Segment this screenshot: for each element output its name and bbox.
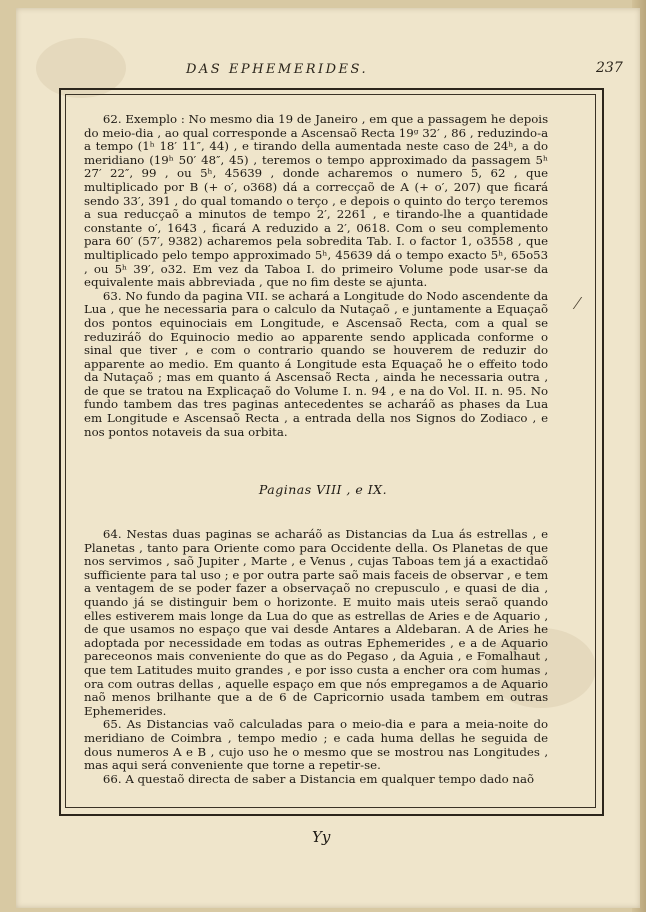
paragraph-62: 62. Exemplo : No mesmo dia 19 de Janeiro , em que a passagem he depois do meio-dia , ao qual corresponde a Ascensaõ Recta 19ᵍ 32′ , 86 , reduzindo-a a tempo (1ʰ 18′ 11″, 44) , e tirando della aumentada neste caso de 24ʰ, a do meridiano (19ʰ 50′ 48″, 45) , teremos o tempo approximado da passagem 5ʰ 27′ 22″, 99 , ou 5ʰ, 45639 , donde acharemos o numero 5, 62 , que multiplicado por B (+ o′, o368) dá a correcçaõ de A (+ o′, 207) que ficará sendo 33′, 391 , do qual tomando o terço , e depois o quinto do terço teremos a sua reducçaõ a minutos de tempo 2′, 2261 , e tirando-lhe a quantidade constante o′, 1643 , ficará A reduzido a 2′, 0618. Com o seu complemento para 60′ (57′, 9382) acharemos pela sobredita Tab. I. o factor 1, o3558 , que multiplicado pelo tempo approximado 5ʰ, 45639 dá o tempo exacto 5ʰ, 65o53 , ou 5ʰ 39′, o32. Em vez da Taboa I. do primeiro Volume pode usar-se da equivalente mais abbreviada , que no fim deste se ajunta.: [84, 113, 549, 290]
paragraph-64: 64. Nestas duas paginas se acharáõ as Distancias da Lua ás estrellas , e Planetas , tanto para Oriente como para Occidente della. Os Planetas de que nos servimos , saõ Jupiter , Marte , e Venus , cujas Taboas tem já a exactidaõ sufficiente para tal uso ; e por outra parte saõ mais faceis de observar , e tem a ventagem de se poder fazer a observaçaõ no crepusculo , e quasi de dia , quando já se distinguir bem o horizonte. E muito mais uteis seraõ quando elles estiverem mais longe da Lua do que as estrellas de Aries e de Aquario , de que usamos no espaço que vai desde Antares a Aldebaran. A de Aries he adoptada por necessidade em todas as outras Ephemerides , e a de Aquario pareceonos mais conveniente do que as do Pegaso , da Aguia , e Fomalhaut , que tem Latitudes muito grandes , e por isso custa a encher ora com humas , ora com outras dellas , aquelle espaço em que nós empregamos a de Aquario naõ menos brilhante que a de 6 de Capricornio usada tambem em outras Ephemerides.: [84, 528, 549, 718]
section-heading: Paginas VIII , e IX.: [258, 482, 388, 497]
page-number: 237: [596, 60, 623, 76]
paragraph-65: 65. As Distancias vaõ calculadas para o meio-dia e para a meia-noite do meridiano de Coimbra , tempo medio ; e cada huma dellas he seguida de dous numeros A e B , cujo uso he o mesmo que se mostrou nas Longitudes , mas aqui será conveniente que torne a repetir-se.: [84, 718, 549, 773]
signature-mark: Yy: [312, 828, 331, 846]
paragraph-66: 66. A questaõ directa de saber a Distancia em qualquer tempo dado naõ: [102, 772, 535, 786]
paragraph-63: 63. No fundo da pagina VII. se achará a Longitude do Nodo ascendente da Lua , que he necessaria para o calculo da Nutaçaõ , e juntamente a Equaçaõ dos pontos equinociais em Longitude, e Ascensaõ Recta, com a qual se reduziráõ do Equinocio medio ao apparente sendo applicada conforme o sinal que tiver , e com o contrario quando se houverem de reduzir do apparente ao medio. Em quanto á Longitude esta Equaçaõ he o effeito todo da Nutaçaõ ; mas em quanto á Ascensaõ Recta , ainda he necessaria outra , de que se tratou na Explicaçaõ do Volume I. n. 94 , e na do Vol. II. n. 95. No fundo tambem das tres paginas antecedentes se acharáõ as phases da Lua em Longitude e Ascensaõ Recta , a entrada della nos Signos do Zodiaco , e nos pontos notaveis da sua orbita.: [84, 289, 549, 439]
running-head: DAS EPHEMERIDES.: [186, 62, 369, 77]
body-text-top: [84, 113, 548, 439]
body-text-bottom: [84, 528, 548, 786]
